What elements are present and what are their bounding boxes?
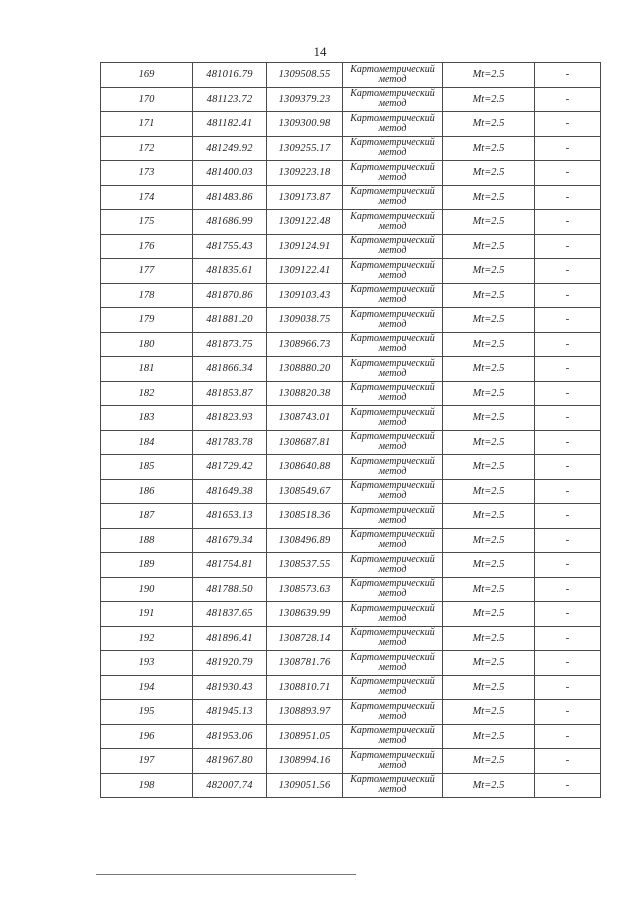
method-cell: Картометрический метод: [343, 626, 443, 651]
note-cell: -: [535, 626, 601, 651]
point-number-cell: 170: [101, 87, 193, 112]
table-row: [101, 283, 601, 308]
table-row: [101, 528, 601, 553]
y-coordinate-cell: 1308966.73: [267, 332, 343, 357]
table-row: [101, 675, 601, 700]
y-coordinate-cell: 1308728.14: [267, 626, 343, 651]
x-coordinate-cell: 481870.86: [193, 283, 267, 308]
accuracy-cell: Mt=2.5: [443, 749, 535, 774]
point-number-cell: 174: [101, 185, 193, 210]
y-coordinate-cell: 1308810.71: [267, 675, 343, 700]
table-row: [101, 455, 601, 480]
coordinates-table-body: [101, 63, 601, 798]
point-number-cell: 188: [101, 528, 193, 553]
note-cell: -: [535, 308, 601, 333]
accuracy-cell: Mt=2.5: [443, 675, 535, 700]
y-coordinate-cell: 1309124.91: [267, 234, 343, 259]
note-cell: -: [535, 234, 601, 259]
method-cell: Картометрический метод: [343, 700, 443, 725]
accuracy-cell: Mt=2.5: [443, 553, 535, 578]
accuracy-cell: Mt=2.5: [443, 577, 535, 602]
point-number-cell: 197: [101, 749, 193, 774]
x-coordinate-cell: 481837.65: [193, 602, 267, 627]
point-number-cell: 191: [101, 602, 193, 627]
accuracy-cell: Mt=2.5: [443, 602, 535, 627]
table-row: [101, 700, 601, 725]
accuracy-cell: Mt=2.5: [443, 773, 535, 798]
y-coordinate-cell: 1308573.63: [267, 577, 343, 602]
accuracy-cell: Mt=2.5: [443, 381, 535, 406]
x-coordinate-cell: 481853.87: [193, 381, 267, 406]
table-row: [101, 773, 601, 798]
table-row: [101, 626, 601, 651]
point-number-cell: 194: [101, 675, 193, 700]
point-number-cell: 185: [101, 455, 193, 480]
y-coordinate-cell: 1309255.17: [267, 136, 343, 161]
table-row: [101, 749, 601, 774]
note-cell: -: [535, 406, 601, 431]
table-row: [101, 357, 601, 382]
method-cell: Картометрический метод: [343, 234, 443, 259]
accuracy-cell: Mt=2.5: [443, 210, 535, 235]
note-cell: -: [535, 479, 601, 504]
accuracy-cell: Mt=2.5: [443, 112, 535, 137]
x-coordinate-cell: 481945.13: [193, 700, 267, 725]
x-coordinate-cell: 481967.80: [193, 749, 267, 774]
y-coordinate-cell: 1309300.98: [267, 112, 343, 137]
y-coordinate-cell: 1308640.88: [267, 455, 343, 480]
method-cell: Картометрический метод: [343, 112, 443, 137]
x-coordinate-cell: 481249.92: [193, 136, 267, 161]
x-coordinate-cell: 481483.86: [193, 185, 267, 210]
y-coordinate-cell: 1309379.23: [267, 87, 343, 112]
note-cell: -: [535, 357, 601, 382]
method-cell: Картометрический метод: [343, 651, 443, 676]
method-cell: Картометрический метод: [343, 63, 443, 88]
y-coordinate-cell: 1308518.36: [267, 504, 343, 529]
point-number-cell: 198: [101, 773, 193, 798]
point-number-cell: 171: [101, 112, 193, 137]
note-cell: -: [535, 430, 601, 455]
method-cell: Картометрический метод: [343, 259, 443, 284]
table-row: [101, 430, 601, 455]
method-cell: Картометрический метод: [343, 185, 443, 210]
y-coordinate-cell: 1309051.56: [267, 773, 343, 798]
table-row: [101, 136, 601, 161]
accuracy-cell: Mt=2.5: [443, 406, 535, 431]
method-cell: Картометрический метод: [343, 332, 443, 357]
x-coordinate-cell: 481783.78: [193, 430, 267, 455]
point-number-cell: 189: [101, 553, 193, 578]
note-cell: -: [535, 773, 601, 798]
footer-divider: [96, 874, 356, 875]
x-coordinate-cell: 481679.34: [193, 528, 267, 553]
method-cell: Картометрический метод: [343, 161, 443, 186]
table-row: [101, 651, 601, 676]
x-coordinate-cell: 481920.79: [193, 651, 267, 676]
note-cell: -: [535, 651, 601, 676]
point-number-cell: 176: [101, 234, 193, 259]
point-number-cell: 193: [101, 651, 193, 676]
table-row: [101, 185, 601, 210]
accuracy-cell: Mt=2.5: [443, 136, 535, 161]
accuracy-cell: Mt=2.5: [443, 626, 535, 651]
y-coordinate-cell: 1309038.75: [267, 308, 343, 333]
accuracy-cell: Mt=2.5: [443, 259, 535, 284]
table-row: [101, 406, 601, 431]
coordinates-table: [100, 62, 601, 798]
point-number-cell: 187: [101, 504, 193, 529]
note-cell: -: [535, 528, 601, 553]
x-coordinate-cell: 481754.81: [193, 553, 267, 578]
x-coordinate-cell: 481930.43: [193, 675, 267, 700]
x-coordinate-cell: 481823.93: [193, 406, 267, 431]
x-coordinate-cell: 482007.74: [193, 773, 267, 798]
point-number-cell: 190: [101, 577, 193, 602]
y-coordinate-cell: 1309122.48: [267, 210, 343, 235]
method-cell: Картометрический метод: [343, 602, 443, 627]
accuracy-cell: Mt=2.5: [443, 430, 535, 455]
accuracy-cell: Mt=2.5: [443, 357, 535, 382]
x-coordinate-cell: 481881.20: [193, 308, 267, 333]
accuracy-cell: Mt=2.5: [443, 332, 535, 357]
method-cell: Картометрический метод: [343, 504, 443, 529]
method-cell: Картометрический метод: [343, 455, 443, 480]
method-cell: Картометрический метод: [343, 773, 443, 798]
accuracy-cell: Mt=2.5: [443, 283, 535, 308]
accuracy-cell: Mt=2.5: [443, 161, 535, 186]
note-cell: -: [535, 381, 601, 406]
accuracy-cell: Mt=2.5: [443, 455, 535, 480]
point-number-cell: 183: [101, 406, 193, 431]
note-cell: -: [535, 210, 601, 235]
note-cell: -: [535, 161, 601, 186]
table-row: [101, 259, 601, 284]
y-coordinate-cell: 1308687.81: [267, 430, 343, 455]
y-coordinate-cell: 1309223.18: [267, 161, 343, 186]
table-row: [101, 332, 601, 357]
point-number-cell: 177: [101, 259, 193, 284]
accuracy-cell: Mt=2.5: [443, 87, 535, 112]
note-cell: -: [535, 455, 601, 480]
method-cell: Картометрический метод: [343, 553, 443, 578]
note-cell: -: [535, 700, 601, 725]
point-number-cell: 178: [101, 283, 193, 308]
note-cell: -: [535, 724, 601, 749]
table-row: [101, 234, 601, 259]
accuracy-cell: Mt=2.5: [443, 234, 535, 259]
y-coordinate-cell: 1308496.89: [267, 528, 343, 553]
accuracy-cell: Mt=2.5: [443, 651, 535, 676]
table-row: [101, 577, 601, 602]
x-coordinate-cell: 481896.41: [193, 626, 267, 651]
x-coordinate-cell: 481182.41: [193, 112, 267, 137]
y-coordinate-cell: 1308743.01: [267, 406, 343, 431]
note-cell: -: [535, 259, 601, 284]
x-coordinate-cell: 481653.13: [193, 504, 267, 529]
y-coordinate-cell: 1309103.43: [267, 283, 343, 308]
method-cell: Картометрический метод: [343, 430, 443, 455]
point-number-cell: 182: [101, 381, 193, 406]
point-number-cell: 173: [101, 161, 193, 186]
table-row: [101, 87, 601, 112]
table-row: [101, 63, 601, 88]
note-cell: -: [535, 332, 601, 357]
y-coordinate-cell: 1308880.20: [267, 357, 343, 382]
x-coordinate-cell: 481788.50: [193, 577, 267, 602]
x-coordinate-cell: 481016.79: [193, 63, 267, 88]
table-row: [101, 504, 601, 529]
point-number-cell: 196: [101, 724, 193, 749]
point-number-cell: 184: [101, 430, 193, 455]
note-cell: -: [535, 504, 601, 529]
x-coordinate-cell: 481873.75: [193, 332, 267, 357]
table-row: [101, 161, 601, 186]
method-cell: Картометрический метод: [343, 749, 443, 774]
method-cell: Картометрический метод: [343, 724, 443, 749]
y-coordinate-cell: 1308893.97: [267, 700, 343, 725]
accuracy-cell: Mt=2.5: [443, 504, 535, 529]
point-number-cell: 195: [101, 700, 193, 725]
table-row: [101, 724, 601, 749]
y-coordinate-cell: 1308951.05: [267, 724, 343, 749]
accuracy-cell: Mt=2.5: [443, 63, 535, 88]
note-cell: -: [535, 553, 601, 578]
point-number-cell: 172: [101, 136, 193, 161]
note-cell: -: [535, 749, 601, 774]
method-cell: Картометрический метод: [343, 381, 443, 406]
method-cell: Картометрический метод: [343, 357, 443, 382]
x-coordinate-cell: 481755.43: [193, 234, 267, 259]
method-cell: Картометрический метод: [343, 308, 443, 333]
table-row: [101, 553, 601, 578]
y-coordinate-cell: 1309508.55: [267, 63, 343, 88]
y-coordinate-cell: 1308820.38: [267, 381, 343, 406]
x-coordinate-cell: 481729.42: [193, 455, 267, 480]
accuracy-cell: Mt=2.5: [443, 700, 535, 725]
table-row: [101, 308, 601, 333]
method-cell: Картометрический метод: [343, 283, 443, 308]
note-cell: -: [535, 602, 601, 627]
note-cell: -: [535, 185, 601, 210]
point-number-cell: 192: [101, 626, 193, 651]
x-coordinate-cell: 481400.03: [193, 161, 267, 186]
y-coordinate-cell: 1308781.76: [267, 651, 343, 676]
method-cell: Картометрический метод: [343, 406, 443, 431]
y-coordinate-cell: 1308639.99: [267, 602, 343, 627]
method-cell: Картометрический метод: [343, 479, 443, 504]
method-cell: Картометрический метод: [343, 87, 443, 112]
table-row: [101, 602, 601, 627]
accuracy-cell: Mt=2.5: [443, 528, 535, 553]
note-cell: -: [535, 675, 601, 700]
note-cell: -: [535, 63, 601, 88]
page-number: 14: [313, 44, 327, 59]
point-number-cell: 180: [101, 332, 193, 357]
table-row: [101, 479, 601, 504]
method-cell: Картометрический метод: [343, 136, 443, 161]
note-cell: -: [535, 283, 601, 308]
note-cell: -: [535, 577, 601, 602]
table-row: [101, 112, 601, 137]
note-cell: -: [535, 87, 601, 112]
method-cell: Картометрический метод: [343, 675, 443, 700]
point-number-cell: 179: [101, 308, 193, 333]
x-coordinate-cell: 481123.72: [193, 87, 267, 112]
x-coordinate-cell: 481835.61: [193, 259, 267, 284]
y-coordinate-cell: 1308537.55: [267, 553, 343, 578]
point-number-cell: 186: [101, 479, 193, 504]
point-number-cell: 181: [101, 357, 193, 382]
note-cell: -: [535, 136, 601, 161]
y-coordinate-cell: 1309122.41: [267, 259, 343, 284]
point-number-cell: 175: [101, 210, 193, 235]
x-coordinate-cell: 481649.38: [193, 479, 267, 504]
point-number-cell: 169: [101, 63, 193, 88]
accuracy-cell: Mt=2.5: [443, 479, 535, 504]
accuracy-cell: Mt=2.5: [443, 185, 535, 210]
x-coordinate-cell: 481953.06: [193, 724, 267, 749]
method-cell: Картометрический метод: [343, 528, 443, 553]
method-cell: Картометрический метод: [343, 577, 443, 602]
method-cell: Картометрический метод: [343, 210, 443, 235]
x-coordinate-cell: 481686.99: [193, 210, 267, 235]
y-coordinate-cell: 1308549.67: [267, 479, 343, 504]
accuracy-cell: Mt=2.5: [443, 724, 535, 749]
note-cell: -: [535, 112, 601, 137]
table-row: [101, 210, 601, 235]
y-coordinate-cell: 1308994.16: [267, 749, 343, 774]
accuracy-cell: Mt=2.5: [443, 308, 535, 333]
y-coordinate-cell: 1309173.87: [267, 185, 343, 210]
x-coordinate-cell: 481866.34: [193, 357, 267, 382]
table-row: [101, 381, 601, 406]
